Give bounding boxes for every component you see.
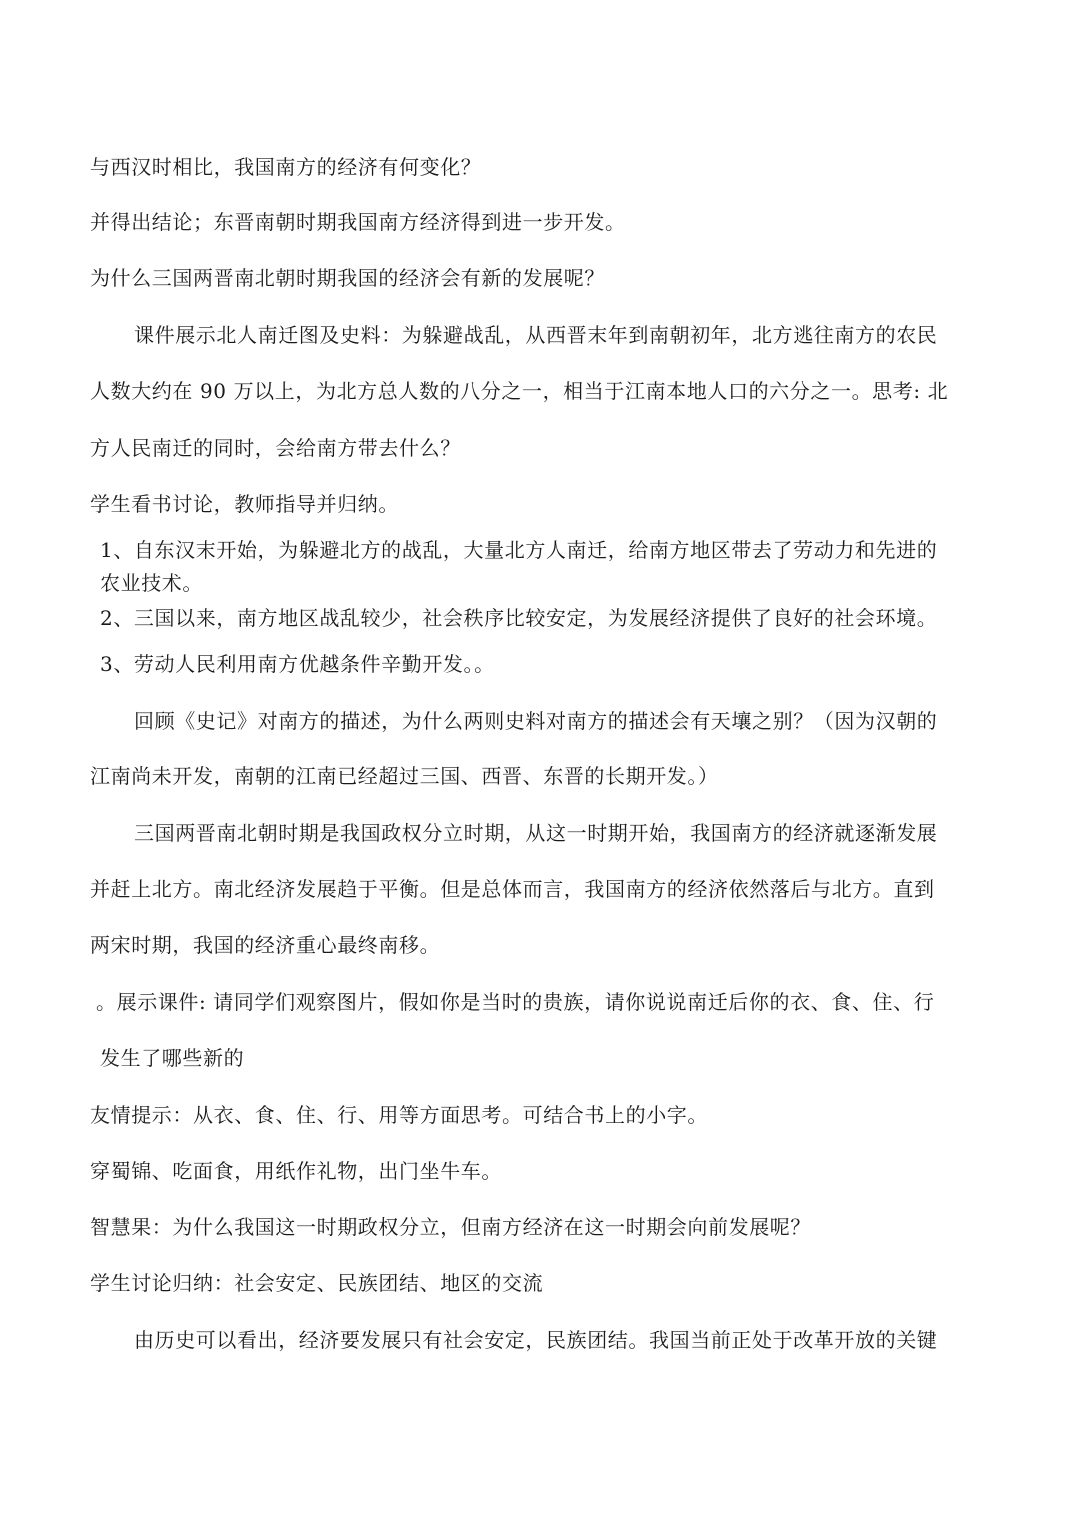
- text-line: 人数大约在 90 万以上，为北方总人数的八分之一，相当于江南本地人口的六分之一。思考: 北: [90, 379, 949, 403]
- list-item-continuation: 农业技术。: [100, 571, 203, 595]
- text-line: 课件展示北人南迁图及史料：为躲避战乱，从西晋末年到南朝初年，北方逃往南方的农民: [134, 323, 938, 347]
- text-line: 三国两晋南北朝时期是我国政权分立时期，从这一时期开始，我国南方的经济就逐渐发展: [134, 821, 938, 845]
- text-line: 友情提示：从衣、食、住、行、用等方面思考。可结合书上的小字。: [90, 1103, 708, 1127]
- list-item: 3、劳动人民利用南方优越条件辛勤开发。。: [100, 652, 495, 676]
- text-line: 与西汉时相比，我国南方的经济有何变化？: [90, 155, 482, 179]
- text-line: 方人民南迁的同时，会给南方带去什么？: [90, 436, 461, 460]
- text-line: 发生了哪些新的: [100, 1046, 245, 1070]
- text-line: 两宋时期，我国的经济重心最终南移。: [90, 933, 441, 957]
- text-line: 回顾《史记》对南方的描述，为什么两则史料对南方的描述会有天壤之别？（因为汉朝的: [134, 709, 938, 733]
- list-item: 1、自东汉末开始，为躲避北方的战乱，大量北方人南迁，给南方地区带去了劳动力和先进的: [100, 538, 938, 562]
- text-line: 穿蜀锦、吃面食，用纸作礼物，出门坐牛车。: [90, 1159, 502, 1183]
- text-line: 智慧果：为什么我国这一时期政权分立，但南方经济在这一时期会向前发展呢？: [90, 1215, 811, 1239]
- text-line: 由历史可以看出，经济要发展只有社会安定，民族团结。我国当前正处于改革开放的关键: [134, 1328, 938, 1352]
- text-line: 。展示课件: 请同学们观察图片，假如你是当时的贵族，请你说说南迁后你的衣、食、住、行: [96, 990, 935, 1014]
- text-line: 并赶上北方。南北经济发展趋于平衡。但是总体而言，我国南方的经济依然落后与北方。直到: [90, 877, 935, 901]
- text-line: 并得出结论；东晋南朝时期我国南方经济得到进一步开发。: [90, 210, 626, 234]
- text-line: 学生讨论归纳：社会安定、民族团结、地区的交流: [90, 1271, 544, 1295]
- text-line: 江南尚未开发，南朝的江南已经超过三国、西晋、东晋的长期开发。）: [90, 764, 719, 788]
- text-line: 学生看书讨论，教师指导并归纳。: [90, 492, 399, 516]
- list-item: 2、三国以来，南方地区战乱较少，社会秩序比较安定，为发展经济提供了良好的社会环境。: [100, 606, 938, 630]
- text-line: 为什么三国两晋南北朝时期我国的经济会有新的发展呢？: [90, 266, 605, 290]
